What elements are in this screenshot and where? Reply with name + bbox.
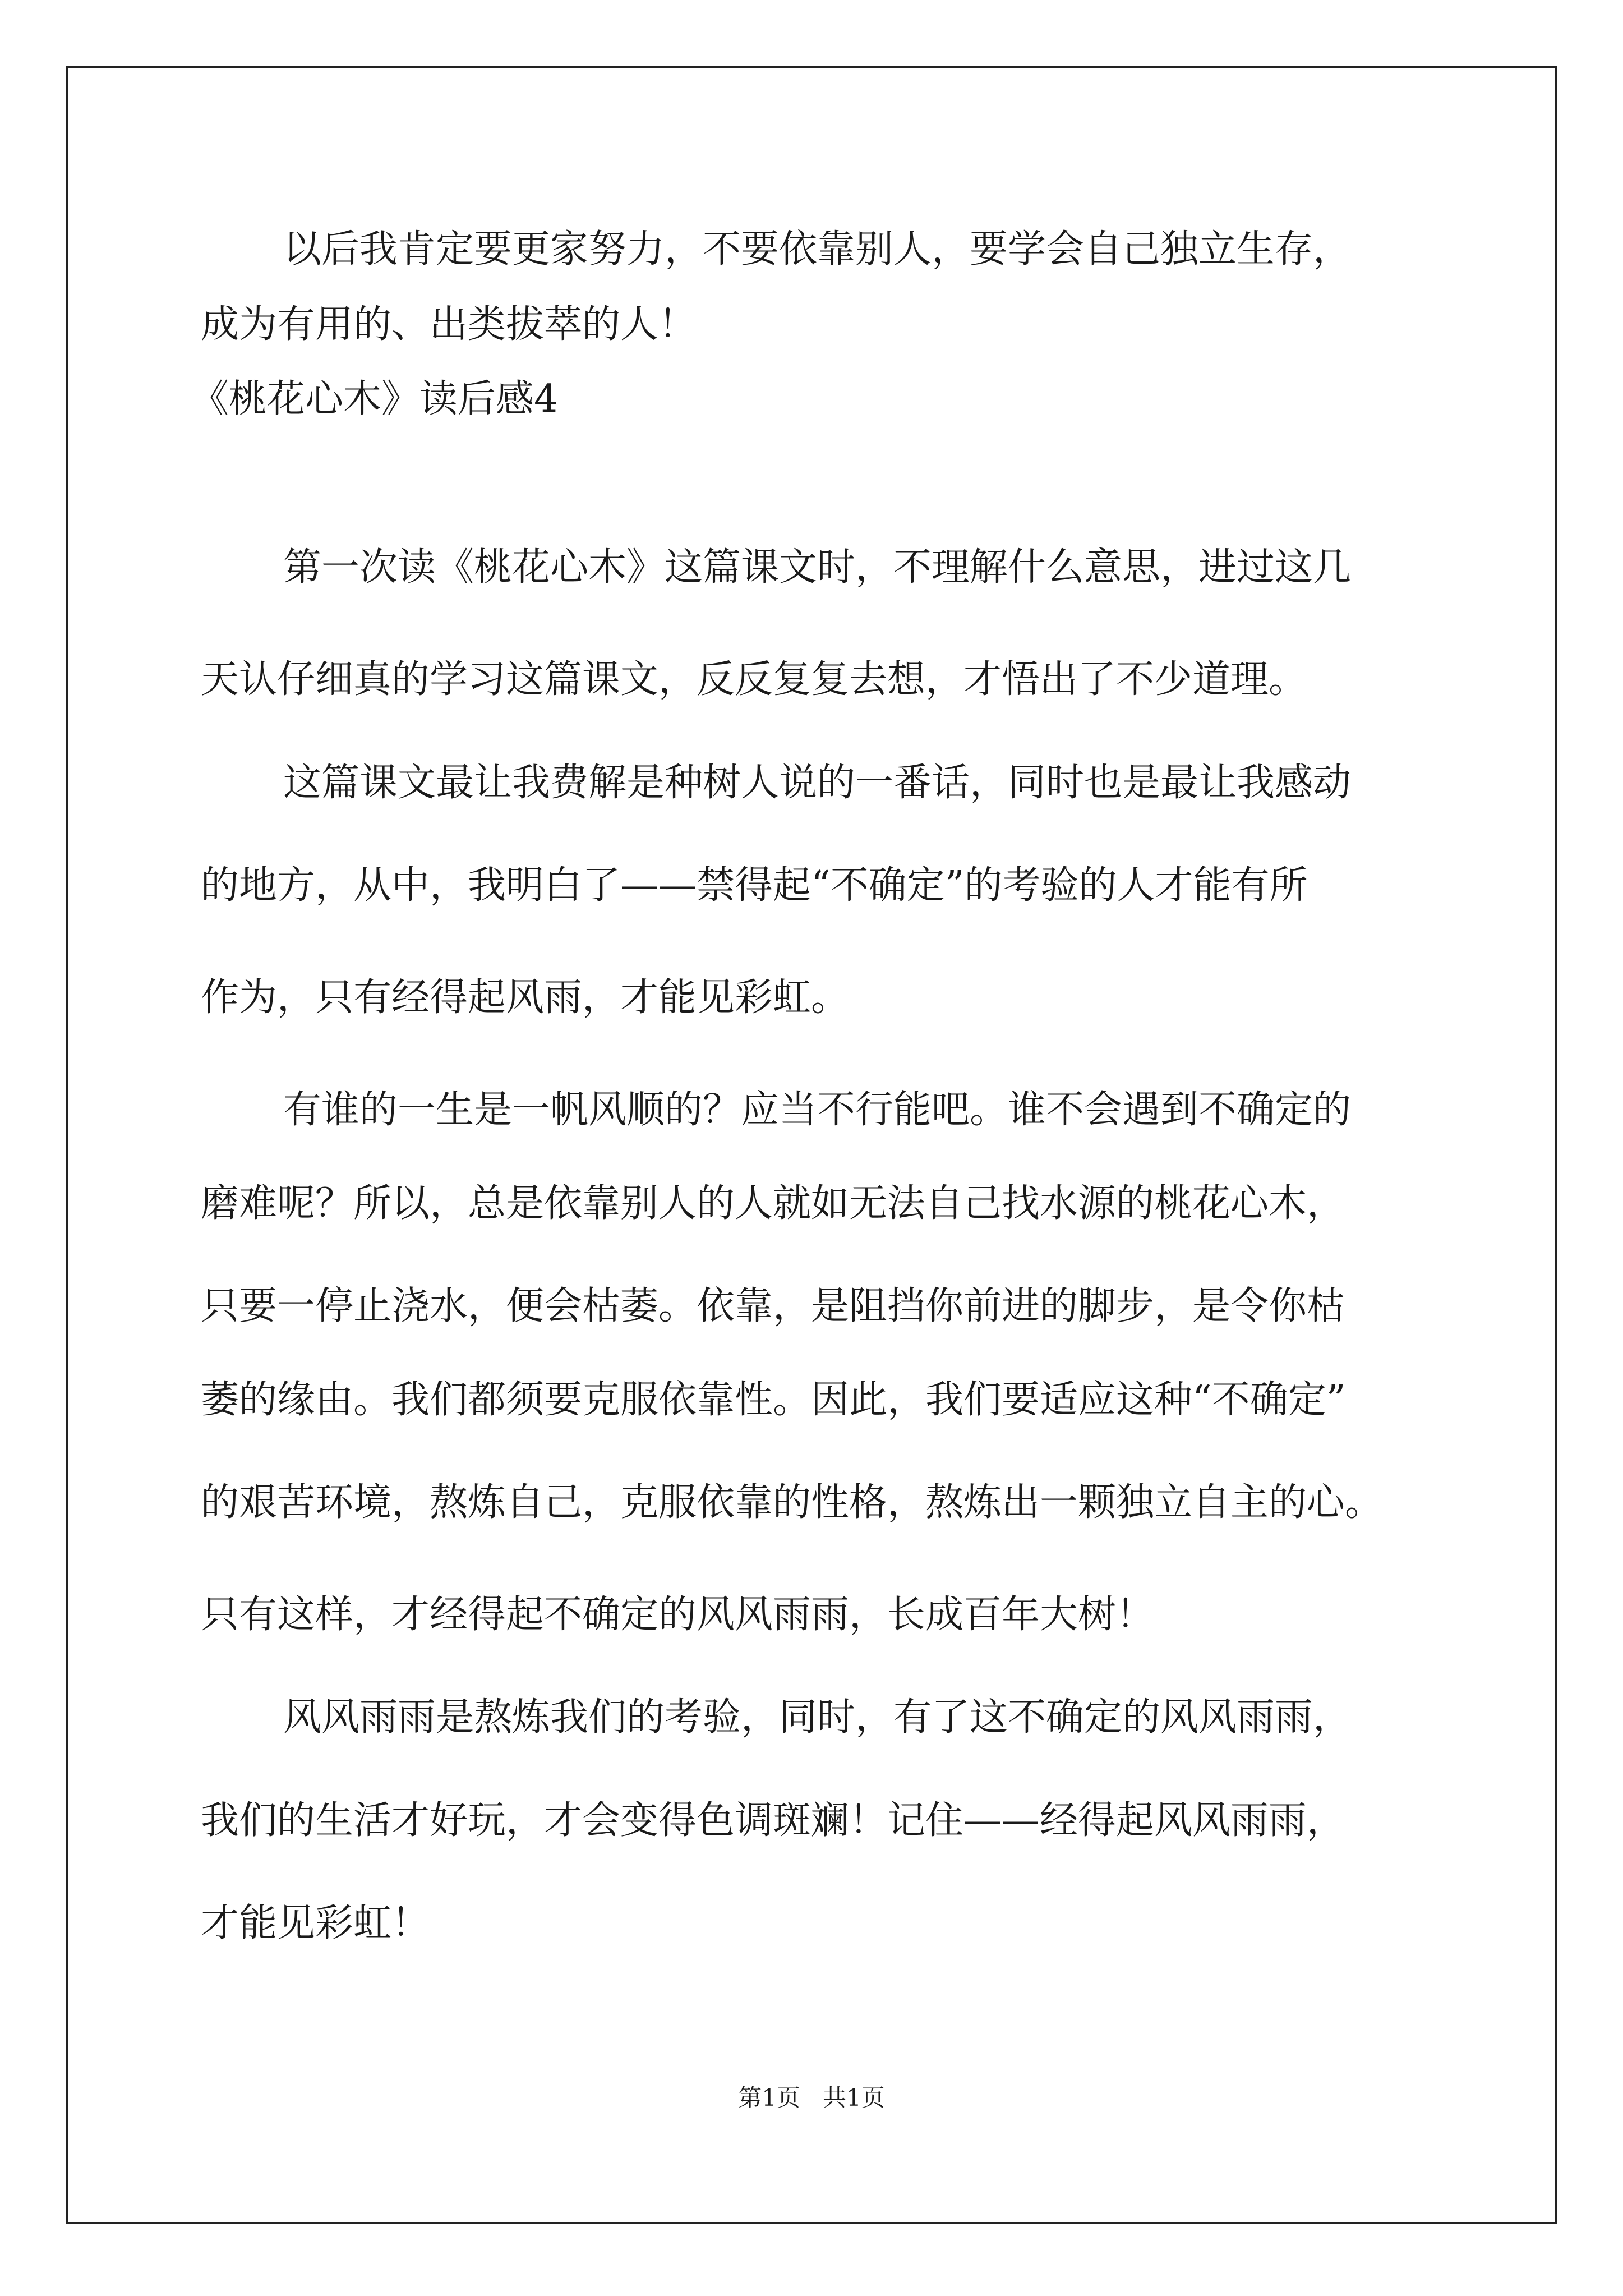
text-line: 有谁的一生是一帆风顺的？应当不行能吧。谁不会遇到不确定的 [283, 1088, 1352, 1132]
text-line: 成为有用的、出类拔萃的人！ [201, 302, 697, 347]
text-line: 的地方，从中，我明白了——禁得起“不确定”的考验的人才能有所 [201, 863, 1308, 908]
text-line: 的艰苦环境，熬炼自己，克服依靠的性格，熬炼出一颗独立自主的心。 [201, 1480, 1384, 1525]
text-line: 磨难呢？所以，总是依靠别人的人就如无法自己找水源的桃花心木， [201, 1181, 1345, 1226]
text-line: 风风雨雨是熬炼我们的考验，同时，有了这不确定的风风雨雨， [283, 1695, 1352, 1740]
text-line: 才能见彩虹！ [201, 1901, 430, 1945]
text-line: 作为，只有经得起风雨，才能见彩虹。 [201, 976, 850, 1020]
text-line: 这篇课文最让我费解是种树人说的一番话，同时也是最让我感动 [283, 761, 1352, 805]
text-line: 萎的缘由。我们都须要克服依靠性。因此，我们要适应这种“不确定” [201, 1378, 1346, 1422]
text-line: 天认仔细真的学习这篇课文，反反复复去想，才悟出了不少道理。 [201, 657, 1307, 702]
text-line: 第一次读《桃花心木》这篇课文时，不理解什么意思，进过这几 [283, 545, 1352, 590]
section-heading: 《桃花心木》读后感4 [191, 377, 559, 421]
page-footer: 第1页 共1页 [738, 2084, 885, 2111]
text-line: 我们的生活才好玩，才会变得色调斑斓！记住——经得起风风雨雨， [201, 1798, 1345, 1843]
text-line: 只要一停止浇水，便会枯萎。依靠，是阻挡你前进的脚步，是令你枯 [201, 1284, 1345, 1328]
text-line: 以后我肯定要更家努力，不要依靠别人，要学会自己独立生存， [283, 227, 1352, 272]
text-line: 只有这样，才经得起不确定的风风雨雨，长成百年大树！ [201, 1593, 1155, 1637]
